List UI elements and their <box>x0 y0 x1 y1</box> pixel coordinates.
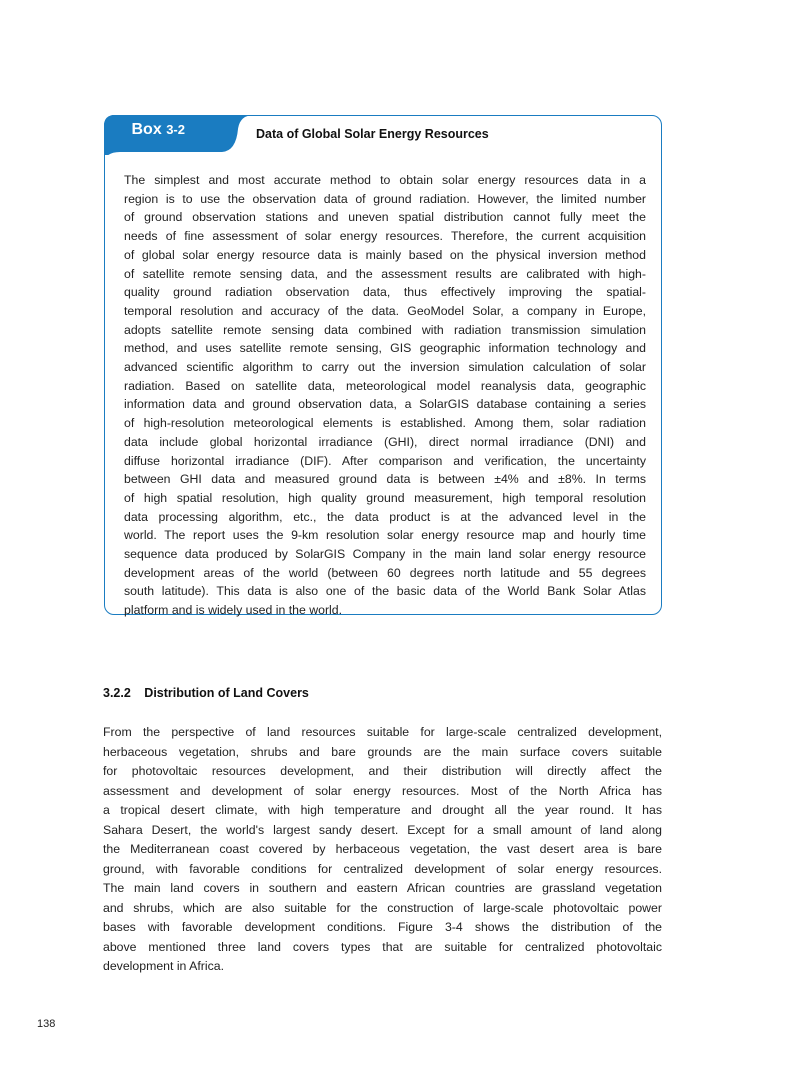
box-label <box>132 121 185 139</box>
section-heading <box>103 686 309 700</box>
text-line: development in Africa. <box>103 959 224 973</box>
text-line: information data and ground observation data, a SolarGIS database containing a series <box>124 397 646 412</box>
section-paragraph <box>103 723 662 977</box>
text-line: adopts satellite remote sensing data combined with radiation transmission simulation <box>124 322 646 337</box>
box-title: Data of Global Solar Energy Resources <box>256 127 489 141</box>
box-label-text: Box <box>131 120 162 138</box>
text-line: Sahara Desert, the world's largest sandy desert. Except for a small amount of land along <box>103 822 662 837</box>
text-line: bases with favorable development conditions. Figure 3-4 shows the distribution of the <box>103 920 662 934</box>
text-line: world. The report uses the 9-km resolution solar energy resource map and hourly time <box>124 528 646 543</box>
text-line: The simplest and most accurate method to obtain solar energy resources data in a <box>124 173 646 187</box>
box-tab <box>104 115 254 152</box>
text-line: advanced scientific algorithm to carry out the inversion simulation calculation of solar <box>124 360 646 375</box>
text-line: data include global horizontal irradiance (GHI), direct normal irradiance (DNI) and <box>124 434 646 449</box>
box-body <box>124 171 646 620</box>
text-line: sequence data produced by SolarGIS Company in the main land solar energy resource <box>124 547 646 562</box>
text-line: method, and uses satellite remote sensing, GIS geographic information technology and <box>124 341 646 356</box>
text-line: of satellite remote sensing data, and the assessment results are calibrated with high- <box>124 266 646 281</box>
text-line: of global solar energy resource data is mainly based on the physical inversion method <box>124 247 646 262</box>
box-number: 3-2 <box>166 121 185 137</box>
text-line: From the perspective of land resources suitable for large-scale centralized development, <box>103 725 662 739</box>
text-line: The main land covers in southern and eastern African countries are grassland vegetation <box>103 881 662 895</box>
text-line: between GHI data and measured ground data is between ±4% and ±8%. In terms <box>124 472 646 487</box>
text-line: of high spatial resolution, high quality ground measurement, high temporal resolution <box>124 490 646 505</box>
text-line: of ground observation stations and uneven spatial distribution cannot fully meet the <box>124 210 646 225</box>
text-line: needs of fine assessment of solar energy resources. Therefore, the current acquisition <box>124 229 646 244</box>
text-line: ground, with favorable conditions for centralized development of solar energy resources. <box>103 861 662 876</box>
text-line: region is to use the observation data of ground radiation. However, the limited number <box>124 191 646 206</box>
text-line: temporal resolution and accuracy of the data. GeoModel Solar, a company in Europe, <box>124 303 646 318</box>
text-line: herbaceous vegetation, shrubs and bare grounds are the main surface covers suitable <box>103 744 662 759</box>
text-line: and shrubs, which are also suitable for the construction of large-scale photovoltaic power <box>103 900 662 915</box>
info-box <box>104 115 662 618</box>
text-line: platform and is widely used in the world. <box>124 603 343 618</box>
text-line: above mentioned three land covers types that are suitable for centralized photovoltaic <box>103 939 662 954</box>
page-number: 138 <box>37 1018 56 1030</box>
section-number: 3.2.2 <box>103 686 131 700</box>
text-line: quality ground radiation observation data, thus effectively improving the spatial- <box>124 285 646 300</box>
text-line: for photovoltaic resources development, and their distribution will directly affect the <box>103 764 662 778</box>
section-title: Distribution of Land Covers <box>144 686 309 700</box>
text-line: a tropical desert climate, with high temperature and drought all the year round. It has <box>103 803 662 817</box>
text-line: south latitude). This data is also one of the basic data of the World Bank Solar Atlas <box>124 584 646 599</box>
text-line: of high-resolution meteorological elements is established. Among them, solar radiation <box>124 416 646 431</box>
text-line: radiation. Based on satellite data, meteorological model reanalysis data, geographic <box>124 378 646 393</box>
text-line: development areas of the world (between 60 degrees north latitude and 55 degrees <box>124 565 646 580</box>
text-line: the Mediterranean coast covered by herbaceous vegetation, the vast desert area is bare <box>103 842 662 856</box>
text-line: diffuse horizontal irradiance (DIF). After comparison and verification, the uncertainty <box>124 453 646 468</box>
text-line: data processing algorithm, etc., the data product is at the advanced level in the <box>124 509 646 524</box>
text-line: assessment and development of solar energy resources. Most of the North Africa has <box>103 783 662 798</box>
